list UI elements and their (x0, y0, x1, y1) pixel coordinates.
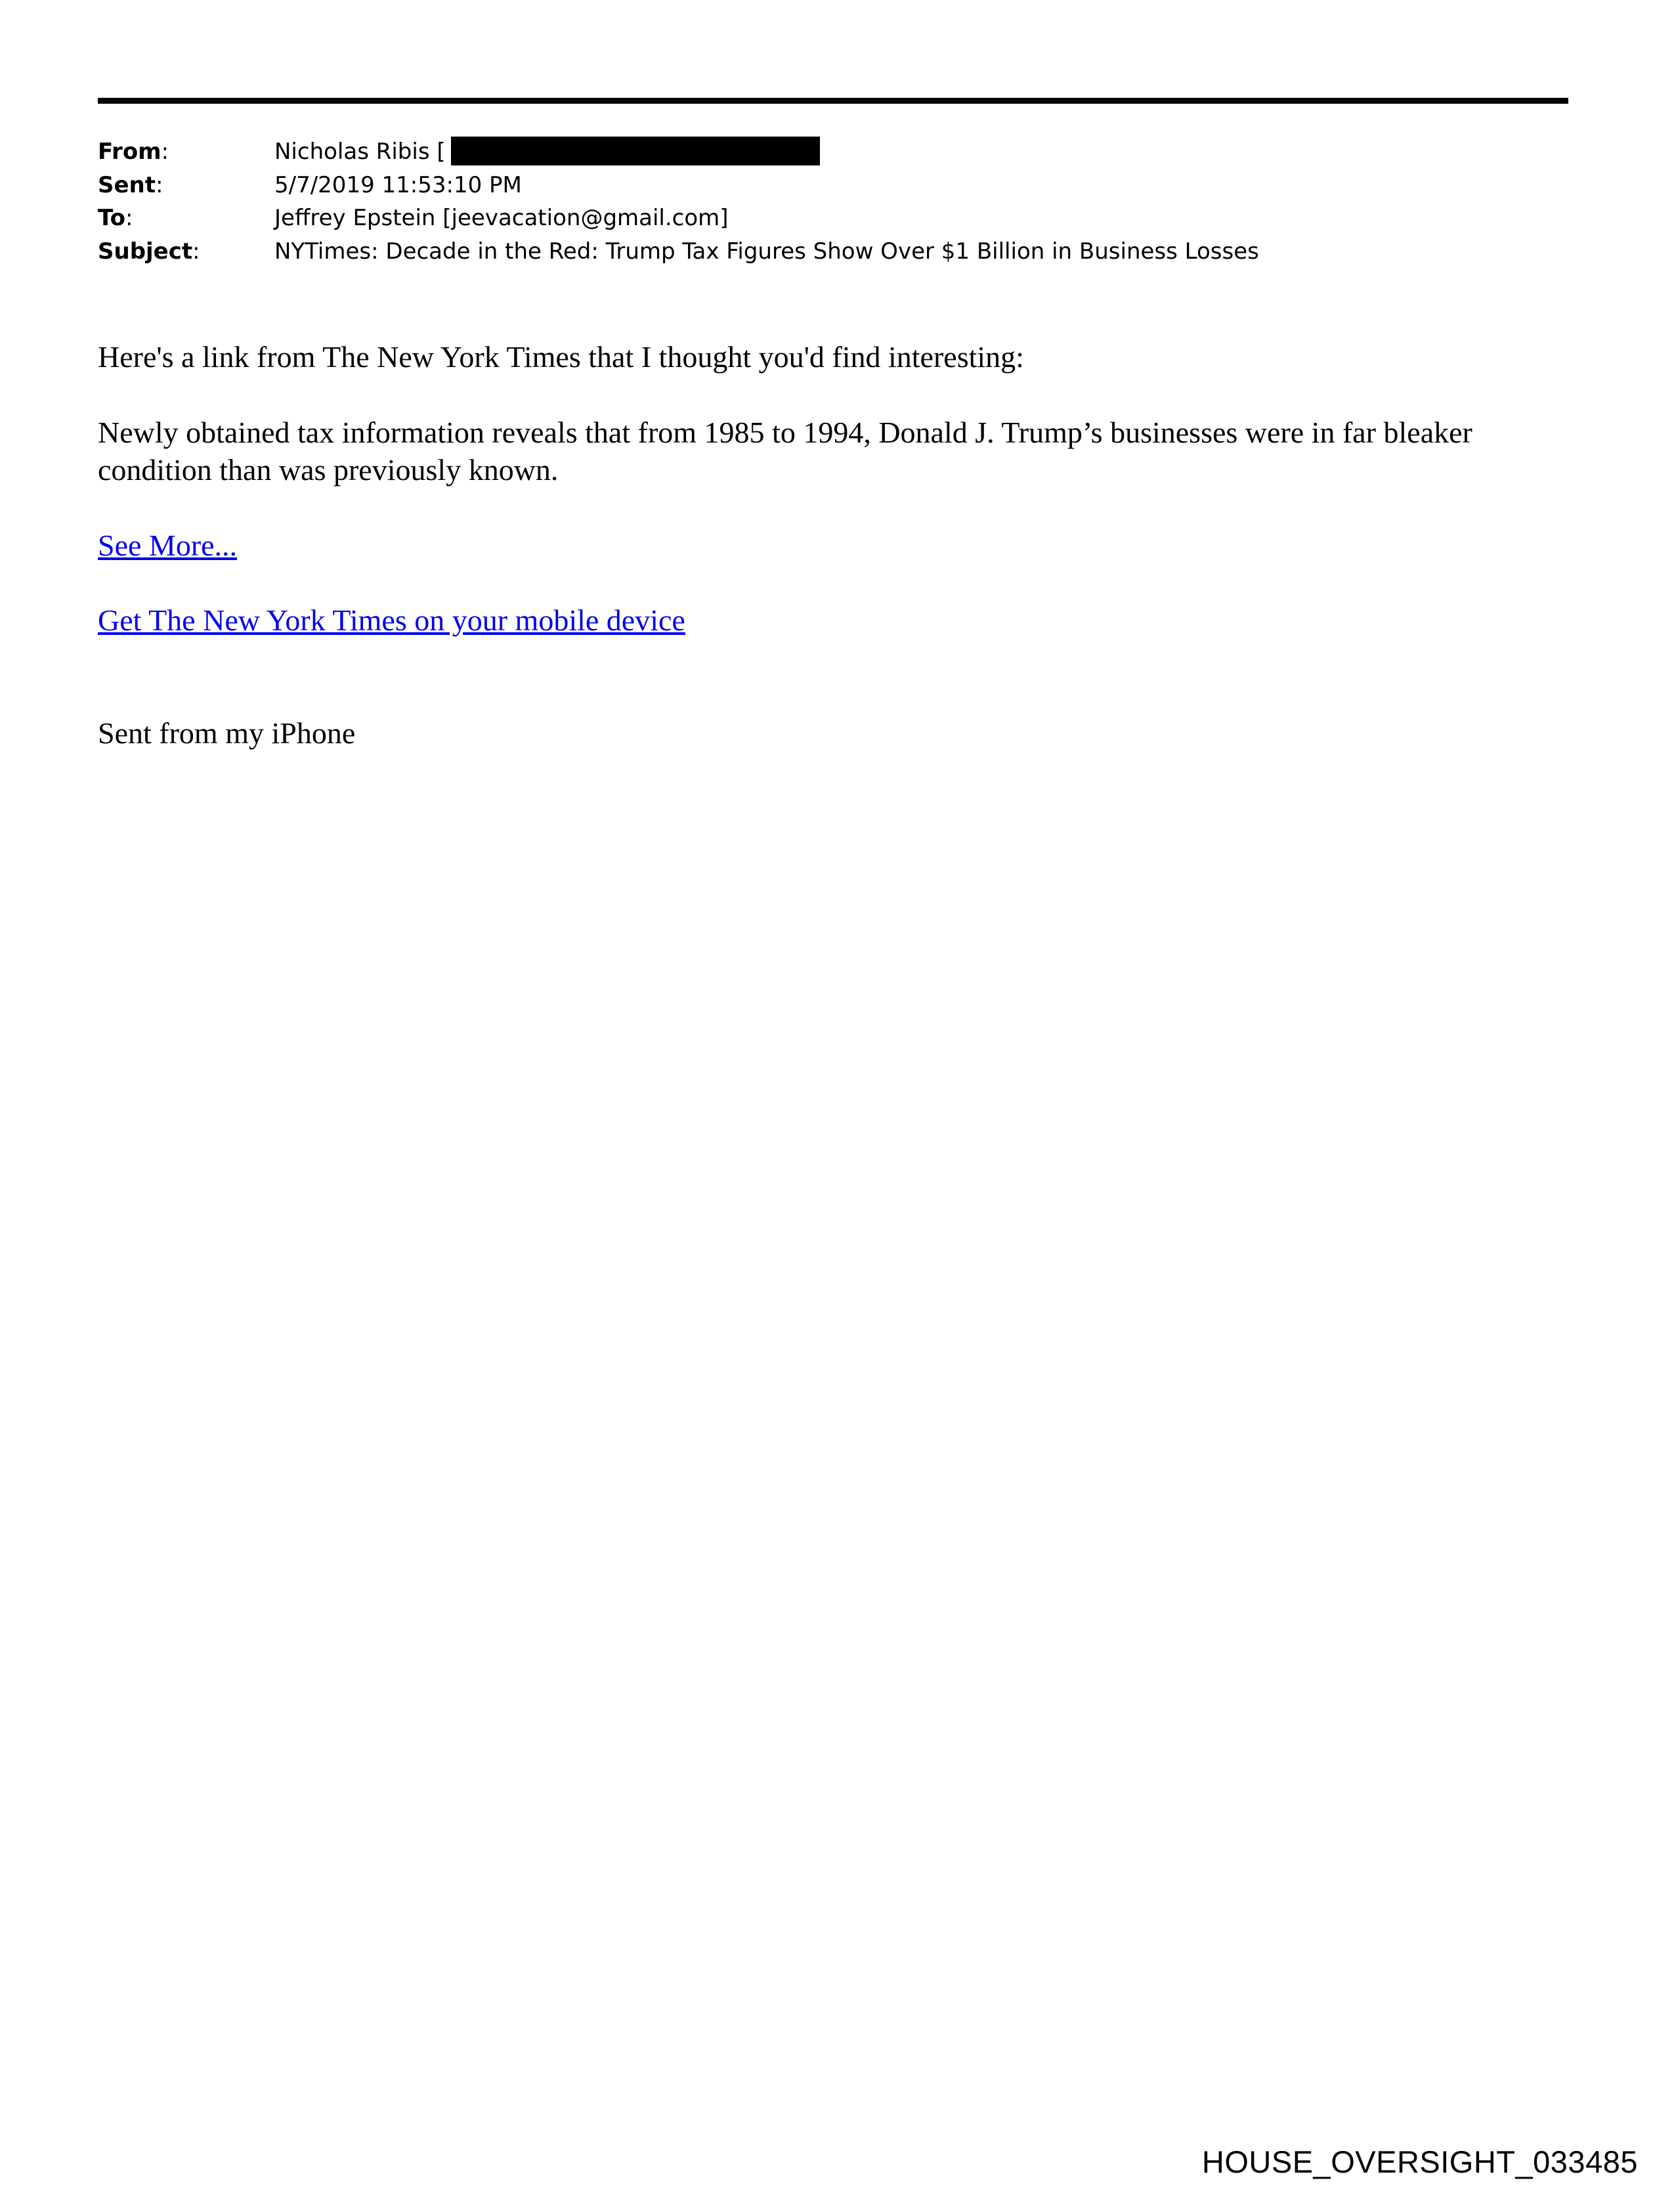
bates-number: HOUSE_OVERSIGHT_033485 (1201, 2144, 1638, 2179)
subject-label: Subject: (98, 238, 200, 265)
redaction-block (451, 137, 820, 165)
mobile-app-link[interactable]: Get The New York Times on your mobile device (98, 603, 685, 637)
subject-value: NYTimes: Decade in the Red: Trump Tax Figures Show Over $1 Billion in Business Losses (274, 238, 1259, 265)
see-more-link[interactable]: See More... (98, 529, 238, 562)
sent-value: 5/7/2019 11:53:10 PM (274, 171, 522, 198)
from-label: From: (98, 139, 169, 165)
sent-label: Sent: (98, 171, 163, 198)
header-divider-rule (98, 98, 1568, 104)
intro-text: Here's a link from The New York Times that I thought you'd find interesting: (98, 340, 1024, 374)
to-value: Jeffrey Epstein [jeevacation@gmail.com] (274, 205, 729, 231)
email-signature: Sent from my iPhone (98, 716, 356, 750)
article-summary: Newly obtained tax information reveals that from 1985 to 1994, Donald J. Trump’s businesses were in far bleaker condition than was previously known. (98, 416, 1472, 487)
sender-name: Nicholas Ribis [ (274, 139, 446, 165)
to-label: To: (98, 205, 133, 231)
from-value (274, 135, 820, 169)
